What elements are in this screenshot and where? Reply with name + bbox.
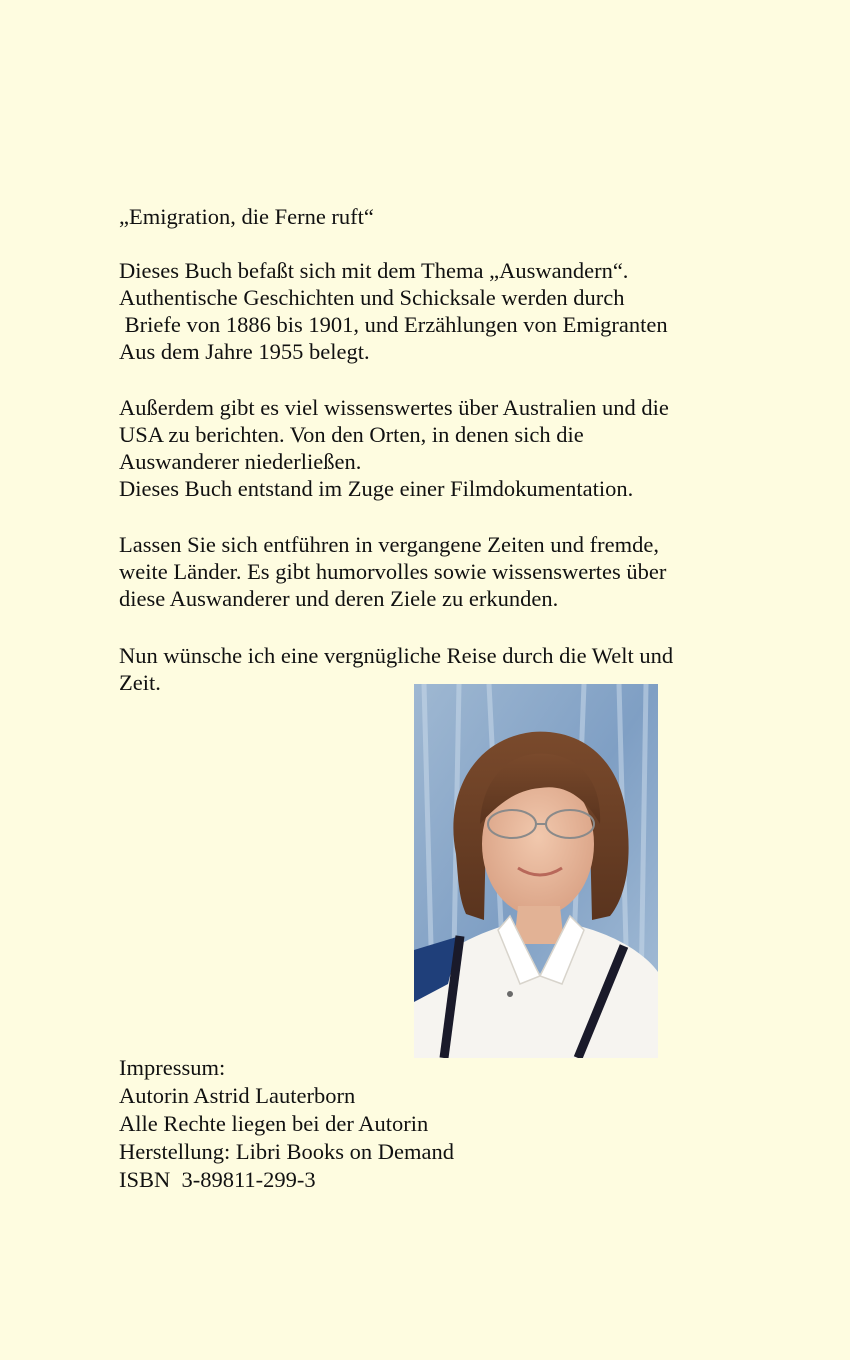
blurb-title: „Emigration, die Ferne ruft“: [119, 204, 374, 229]
text-line: weite Länder. Es gibt humorvolles sowie wissenswertes über: [119, 559, 667, 584]
impressum-isbn: ISBN 3-89811-299-3: [119, 1167, 316, 1192]
impressum-author: Autorin Astrid Lauterborn: [119, 1083, 356, 1108]
text-line: Dieses Buch entstand im Zuge einer Filmdokumentation.: [119, 476, 634, 501]
text-line: Authentische Geschichten und Schicksale werden durch: [119, 285, 625, 310]
text-line: Lassen Sie sich entführen in vergangene Zeiten und fremde,: [119, 532, 660, 557]
author-portrait: [414, 684, 658, 1058]
text-line: Zeit.: [119, 670, 161, 695]
text-line: Außerdem gibt es viel wissenswertes über Australien und die: [119, 395, 669, 420]
text-line: USA zu berichten. Von den Orten, in denen sich die: [119, 422, 584, 447]
impressum-rights: Alle Rechte liegen bei der Autorin: [119, 1111, 429, 1136]
text-line: Dieses Buch befaßt sich mit dem Thema „Auswandern“.: [119, 258, 629, 283]
text-line: Aus dem Jahre 1955 belegt.: [119, 339, 370, 364]
shirt-button: [507, 991, 513, 997]
impressum-publisher: Herstellung: Libri Books on Demand: [119, 1139, 454, 1164]
text-line: diese Auswanderer und deren Ziele zu erkunden.: [119, 586, 559, 611]
text-line: Briefe von 1886 bis 1901, und Erzählungen von Emigranten: [119, 312, 668, 337]
impressum-heading: Impressum:: [119, 1055, 226, 1080]
text-line: Auswanderer niederließen.: [119, 449, 362, 474]
text-line: Nun wünsche ich eine vergnügliche Reise durch die Welt und: [119, 643, 674, 668]
